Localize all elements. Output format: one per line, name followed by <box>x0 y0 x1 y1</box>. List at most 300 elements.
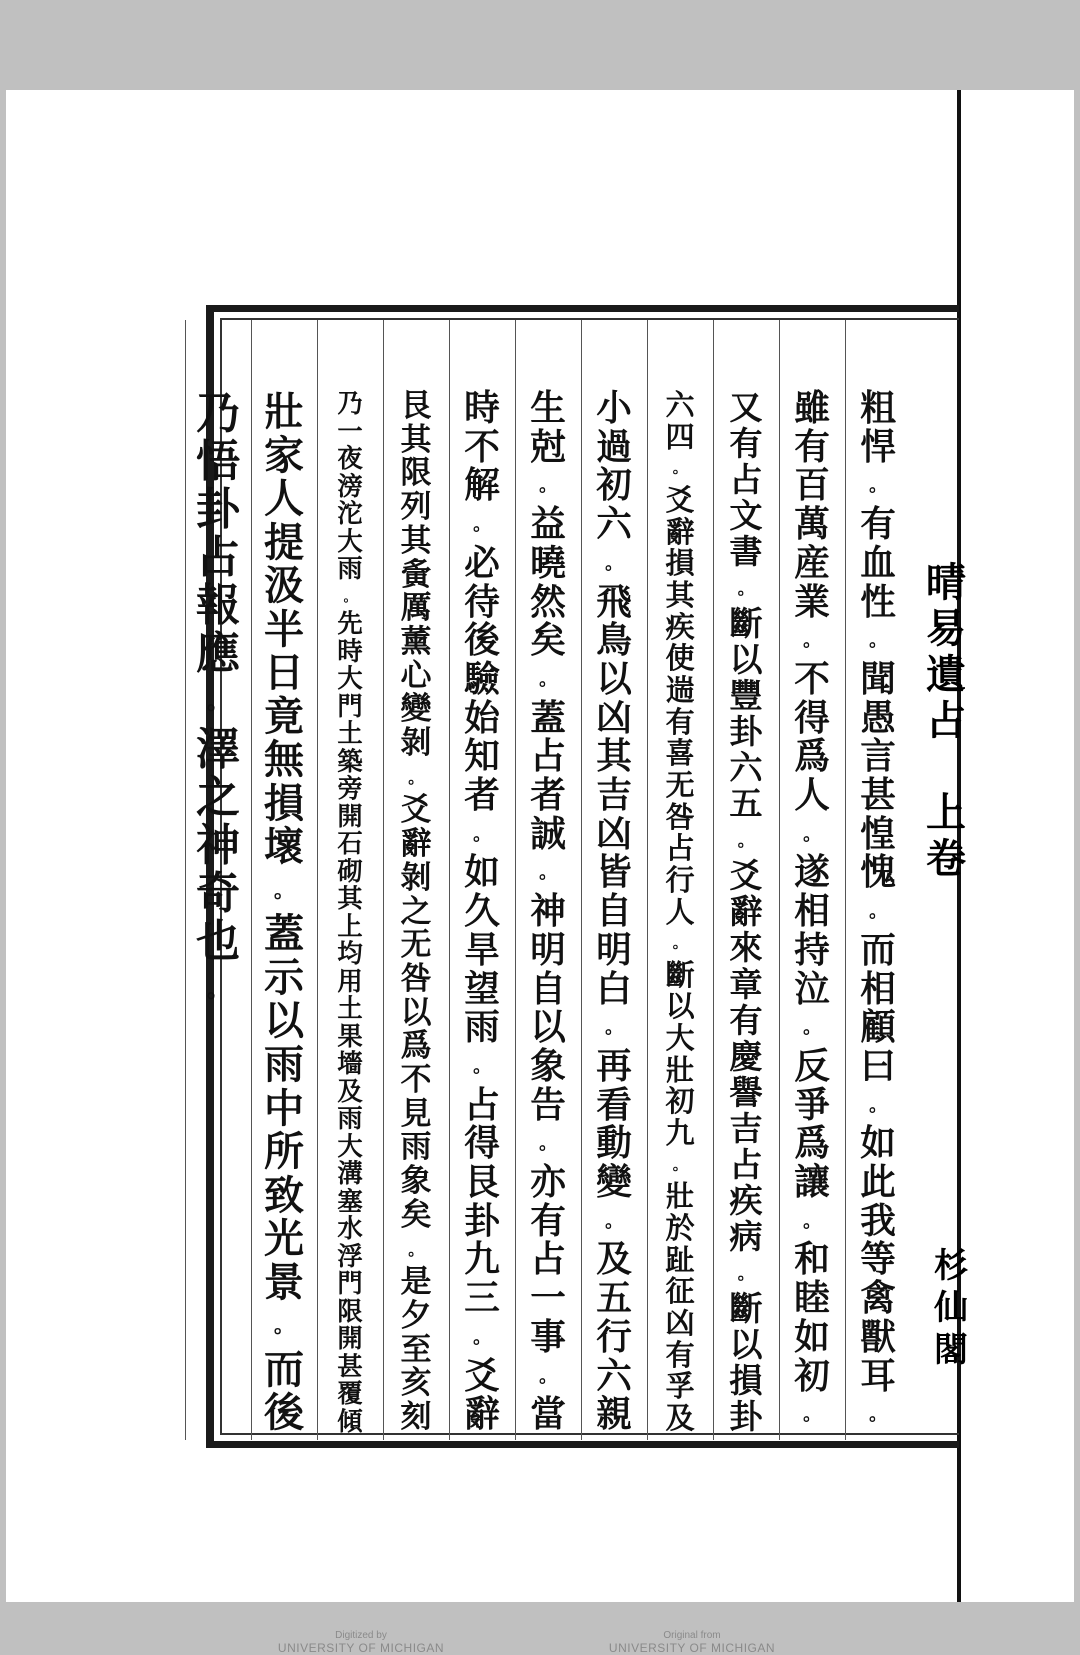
column-char: 讓 <box>794 1162 830 1204</box>
column-char: 益 <box>530 504 566 546</box>
column-char: 及 <box>337 1075 363 1106</box>
text-column <box>189 390 247 1014</box>
text-frame <box>206 305 959 1448</box>
column-char: 者 <box>464 775 500 817</box>
column-char: 而 <box>860 929 896 971</box>
column-char: 卦 <box>196 484 240 535</box>
column-char: 之 <box>400 893 432 930</box>
column-char: 門 <box>337 1268 363 1298</box>
column-char: 其 <box>400 421 432 458</box>
column-char: 又 <box>729 388 763 427</box>
column-char: 六 <box>665 388 695 422</box>
column-char: 明 <box>596 929 632 971</box>
column-char: 大 <box>665 1021 695 1056</box>
column-char: 聞 <box>860 658 896 700</box>
column-char: 再 <box>596 1045 632 1087</box>
column-char: 辭 <box>400 826 432 863</box>
punctuation-mark: 。 <box>737 578 755 599</box>
punctuation-mark: 。 <box>803 823 821 845</box>
column-char: 卦 <box>729 1396 763 1436</box>
column-char: 心 <box>400 657 432 694</box>
column-char: 血 <box>860 542 896 584</box>
column-char: 有 <box>794 426 830 468</box>
column-char: 均 <box>337 938 363 968</box>
column-char: 此 <box>860 1162 896 1204</box>
column-char: 疾 <box>665 609 695 644</box>
column-rule <box>383 320 384 1440</box>
column-char: 三 <box>464 1278 500 1320</box>
punctuation-mark: 。 <box>672 935 688 953</box>
column-char: 其 <box>400 522 432 559</box>
column-char: 開 <box>337 800 363 831</box>
column-char: 墻 <box>337 1048 363 1078</box>
column-char: 九 <box>665 1116 695 1151</box>
text-column <box>387 390 445 1435</box>
column-char: 壯 <box>263 388 305 435</box>
column-char: 象 <box>400 1163 432 1200</box>
column-char: 艮 <box>464 1162 500 1204</box>
column-char: 无 <box>665 767 695 802</box>
column-char: 薰 <box>400 623 432 660</box>
column-char: 變 <box>400 691 432 728</box>
title-char: 卷 <box>926 835 966 882</box>
column-char: 等 <box>860 1239 896 1281</box>
column-char: 厲 <box>400 590 432 627</box>
column-char: 必 <box>464 542 500 584</box>
column-char: 無 <box>263 736 305 784</box>
column-rule <box>449 320 450 1440</box>
column-rule <box>845 320 846 1440</box>
column-char: 豐 <box>729 676 763 716</box>
column-char: 愧 <box>860 852 896 894</box>
column-char: 來 <box>729 928 763 968</box>
column-char: 水 <box>337 1213 363 1243</box>
text-column <box>651 390 709 1435</box>
punctuation-mark: 。 <box>343 588 357 604</box>
punctuation-mark: 。 <box>803 1017 821 1039</box>
column-char: 占 <box>196 532 240 583</box>
column-char: 過 <box>596 426 632 468</box>
column-char: 業 <box>794 581 830 623</box>
column-char: 性 <box>860 581 896 623</box>
column-char: 疾 <box>729 1180 763 1220</box>
column-char: 尅 <box>530 426 566 468</box>
column-char: 望 <box>464 968 500 1010</box>
punctuation-mark: 。 <box>206 689 229 715</box>
column-char: 時 <box>337 635 363 666</box>
column-char: 雨 <box>263 1040 305 1088</box>
footer-original-label: Original from <box>663 1630 721 1641</box>
column-char: 生 <box>530 388 566 429</box>
column-char: 自 <box>530 968 566 1010</box>
column-char: 開 <box>337 1323 363 1353</box>
column-char: 行 <box>665 862 695 897</box>
column-char: 爻 <box>665 482 695 517</box>
footer-digitized-label: Digitized by <box>335 1630 387 1641</box>
column-char: 有 <box>665 1337 695 1372</box>
column-char: 獸 <box>860 1316 896 1358</box>
column-char: 初 <box>596 465 632 507</box>
column-char: 爲 <box>400 1028 432 1065</box>
column-char: 卦 <box>729 712 763 752</box>
column-char: 以 <box>665 989 695 1024</box>
column-char: 而 <box>263 1345 305 1393</box>
column-rule <box>251 320 252 1440</box>
column-char: 如 <box>464 852 500 894</box>
text-column <box>519 390 577 1435</box>
column-char: 顧 <box>860 1007 896 1049</box>
column-char: 蓋 <box>263 910 305 958</box>
column-char: 飛 <box>596 581 632 623</box>
footer-digitized <box>261 1630 461 1655</box>
column-char: 使 <box>665 641 695 676</box>
column-char: 遂 <box>794 852 830 894</box>
punctuation-mark: 。 <box>408 767 424 787</box>
column-char: 咎 <box>665 799 695 834</box>
column-char: 解 <box>464 465 500 507</box>
punctuation-mark: 。 <box>605 552 623 574</box>
column-char: 亦 <box>530 1162 566 1204</box>
column-char: 百 <box>794 465 830 507</box>
column-char: 土 <box>337 993 363 1023</box>
column-char: 後 <box>464 620 500 662</box>
column-char: 爲 <box>794 1123 830 1165</box>
column-char: 如 <box>794 1316 830 1358</box>
column-char: 以 <box>530 1007 566 1049</box>
column-char: 告 <box>530 1084 566 1126</box>
column-char: 景 <box>263 1258 305 1306</box>
column-char: 大 <box>337 663 363 693</box>
column-char: 汲 <box>263 562 305 610</box>
column-char: 一 <box>337 415 363 446</box>
footer-digitized-source: UNIVERSITY OF MICHIGAN <box>277 1641 445 1655</box>
text-column <box>255 390 313 1435</box>
column-char: 我 <box>860 1200 896 1242</box>
column-char: 如 <box>860 1123 896 1165</box>
column-char: 睦 <box>794 1278 830 1320</box>
column-char: 損 <box>665 546 695 581</box>
punctuation-mark: 。 <box>869 475 887 497</box>
column-char: 凶 <box>596 697 632 739</box>
column-char: 其 <box>596 736 632 778</box>
column-char: 六 <box>729 748 763 788</box>
text-column <box>783 390 841 1435</box>
column-char: 變 <box>596 1162 632 1204</box>
column-char: 有 <box>729 424 763 464</box>
column-char: 蓋 <box>530 697 566 739</box>
column-char: 得 <box>794 697 830 739</box>
column-char: 有 <box>530 1200 566 1242</box>
column-char: 辭 <box>665 514 695 549</box>
column-char: 致 <box>263 1171 305 1219</box>
column-char: 章 <box>729 964 763 1004</box>
column-char: 乃 <box>337 388 363 418</box>
column-char: 爻 <box>400 792 432 829</box>
column-rule <box>317 320 318 1440</box>
column-char: 人 <box>665 894 695 929</box>
column-char: 門 <box>337 690 363 721</box>
column-char: 和 <box>794 1239 830 1281</box>
column-char: 悍 <box>860 426 896 468</box>
footer-original <box>592 1630 792 1655</box>
column-char: 象 <box>530 1045 566 1087</box>
column-char: 占 <box>665 831 695 866</box>
column-char: 旱 <box>464 929 500 971</box>
column-char: 限 <box>400 455 432 492</box>
column-char: 愚 <box>860 697 896 739</box>
column-char: 以 <box>596 658 632 700</box>
column-char: 時 <box>464 388 500 429</box>
column-char: 旁 <box>337 773 363 803</box>
column-char: 人 <box>794 775 830 817</box>
column-char: 咎 <box>400 960 432 997</box>
column-char: 六 <box>596 504 632 546</box>
scan-top-band <box>0 0 1080 90</box>
column-char: 光 <box>263 1215 305 1263</box>
column-char: 初 <box>794 1355 830 1397</box>
column-char: 果 <box>337 1020 363 1051</box>
column-char: 者 <box>530 775 566 817</box>
column-char: 驗 <box>464 658 500 700</box>
punctuation-mark: 。 <box>737 830 755 851</box>
column-char: 限 <box>337 1295 363 1326</box>
column-char: 奇 <box>196 868 240 919</box>
column-char: 滂 <box>337 470 363 501</box>
column-char: 文 <box>729 496 763 536</box>
column-char: 壞 <box>263 823 305 871</box>
column-char: 凶 <box>596 813 632 855</box>
author-char: 閣 <box>934 1330 968 1370</box>
column-char: 亥 <box>400 1365 432 1402</box>
column-char: 大 <box>337 525 363 556</box>
column-char: 親 <box>596 1394 632 1436</box>
column-char: 悟 <box>196 436 240 487</box>
punctuation-mark: 。 <box>672 460 688 478</box>
column-char: 書 <box>729 532 763 572</box>
title-char: 占 <box>926 697 966 744</box>
column-char: 以 <box>400 994 432 1031</box>
column-char: 壯 <box>665 1179 695 1214</box>
column-char: 報 <box>196 580 240 631</box>
column-char: 艮 <box>400 388 432 424</box>
column-char: 中 <box>263 1084 305 1132</box>
column-char: 慶 <box>729 1036 763 1076</box>
title-char: 晴 <box>926 559 966 606</box>
column-char: 无 <box>400 927 432 964</box>
column-char: 甚 <box>860 775 896 817</box>
column-char: 以 <box>729 1324 763 1364</box>
column-char: 四 <box>665 419 695 454</box>
column-char: 雨 <box>400 1129 432 1166</box>
column-char: 至 <box>400 1331 432 1368</box>
column-char: 有 <box>665 704 695 739</box>
column-char: 也 <box>196 916 240 967</box>
column-char: 趾 <box>665 1242 695 1277</box>
column-char: 吉 <box>596 775 632 817</box>
column-char: 夤 <box>400 556 432 593</box>
column-char: 占 <box>530 736 566 778</box>
column-char: 遄 <box>665 672 695 707</box>
column-char: 損 <box>263 779 305 827</box>
column-char: 凶 <box>665 1306 695 1341</box>
column-char: 辭 <box>729 892 763 932</box>
column-char: 其 <box>337 883 363 913</box>
column-char: 辭 <box>464 1394 500 1436</box>
column-char: 塞 <box>337 1185 363 1216</box>
punctuation-mark: 。 <box>539 668 557 690</box>
column-char: 甚 <box>337 1350 363 1381</box>
column-char: 先 <box>337 608 363 638</box>
text-column <box>717 390 775 1435</box>
column-char: 及 <box>596 1239 632 1281</box>
column-char: 孚 <box>665 1369 695 1404</box>
punctuation-mark: 。 <box>473 1055 491 1077</box>
column-char: 皆 <box>596 852 632 894</box>
column-char: 夕 <box>400 1297 432 1334</box>
column-char: 見 <box>400 1095 432 1132</box>
column-char: 事 <box>530 1316 566 1358</box>
column-char: 看 <box>596 1084 632 1126</box>
column-char: 斷 <box>729 604 763 644</box>
column-char: 九 <box>464 1239 500 1281</box>
column-char: 後 <box>263 1389 305 1437</box>
column-char: 明 <box>530 929 566 971</box>
column-char: 占 <box>729 1144 763 1184</box>
column-char: 泣 <box>794 968 830 1010</box>
punctuation-mark: 。 <box>273 1313 295 1338</box>
column-char: 傾 <box>337 1405 363 1436</box>
column-char: 之 <box>196 772 240 823</box>
punctuation-mark: 。 <box>803 630 821 652</box>
column-char: 壯 <box>665 1052 695 1087</box>
column-char: 有 <box>860 504 896 546</box>
column-rule <box>185 320 186 1440</box>
punctuation-mark: 。 <box>473 514 491 536</box>
column-char: 築 <box>337 745 363 776</box>
column-char: 病 <box>729 1216 763 1256</box>
punctuation-mark: 。 <box>473 823 491 845</box>
column-char: 應 <box>196 628 240 679</box>
column-char: 然 <box>530 581 566 623</box>
punctuation-mark: 。 <box>803 1210 821 1232</box>
punctuation-mark: 。 <box>539 1365 557 1387</box>
column-char: 不 <box>464 426 500 468</box>
column-char: 半 <box>263 605 305 653</box>
column-rule <box>581 320 582 1440</box>
column-char: 所 <box>263 1128 305 1176</box>
punctuation-mark: 。 <box>869 901 887 923</box>
column-char: 知 <box>464 736 500 778</box>
punctuation-mark: 。 <box>869 1404 887 1426</box>
column-char: 言 <box>860 736 896 778</box>
column-char: 占 <box>530 1239 566 1281</box>
column-char: 矣 <box>400 1196 432 1233</box>
column-char: 待 <box>464 581 500 623</box>
column-char: 用 <box>337 965 363 996</box>
column-char: 持 <box>794 929 830 971</box>
column-char: 耳 <box>860 1355 896 1397</box>
punctuation-mark: 。 <box>408 1239 424 1259</box>
column-char: 沱 <box>337 498 363 528</box>
column-char: 一 <box>530 1278 566 1320</box>
column-char: 神 <box>196 820 240 871</box>
column-char: 得 <box>464 1123 500 1165</box>
column-char: 神 <box>530 891 566 933</box>
column-char: 土 <box>337 718 363 748</box>
column-char: 覆 <box>337 1378 363 1408</box>
column-char: 家 <box>263 431 305 479</box>
punctuation-mark: 。 <box>473 1326 491 1348</box>
column-rule <box>515 320 516 1440</box>
column-char: 雨 <box>464 1007 500 1049</box>
column-char: 曰 <box>860 1045 896 1087</box>
column-char: 誠 <box>530 813 566 855</box>
column-char: 石 <box>337 828 363 858</box>
column-char: 禽 <box>860 1278 896 1320</box>
column-char: 斷 <box>665 957 695 992</box>
column-char: 不 <box>400 1062 432 1099</box>
punctuation-mark: 。 <box>737 1262 755 1283</box>
column-char: 惶 <box>860 813 896 855</box>
punctuation-mark: 。 <box>206 977 229 1003</box>
author-name <box>934 1245 968 1371</box>
column-char: 始 <box>464 697 500 739</box>
column-char: 示 <box>263 953 305 1001</box>
column-char: 初 <box>665 1084 695 1119</box>
punctuation-mark: 。 <box>605 1017 623 1039</box>
column-char: 以 <box>263 997 305 1045</box>
column-char: 爲 <box>794 736 830 778</box>
column-char: 動 <box>596 1123 632 1165</box>
column-char: 白 <box>596 968 632 1010</box>
column-rule <box>647 320 648 1440</box>
column-char: 萬 <box>794 504 830 546</box>
text-column <box>321 390 379 1435</box>
column-char: 斷 <box>729 1288 763 1328</box>
text-column <box>849 390 907 1435</box>
column-char: 是 <box>400 1264 432 1301</box>
scanned-page <box>6 90 1074 1655</box>
punctuation-mark: 。 <box>539 862 557 884</box>
column-char: 列 <box>400 489 432 526</box>
column-char: 剝 <box>400 859 432 896</box>
punctuation-mark: 。 <box>869 630 887 652</box>
column-char: 行 <box>596 1316 632 1358</box>
column-char: 五 <box>596 1278 632 1320</box>
column-char: 人 <box>263 475 305 523</box>
column-char: 砌 <box>337 855 363 886</box>
column-char: 竟 <box>263 692 305 740</box>
column-char: 有 <box>729 1000 763 1040</box>
column-char: 反 <box>794 1045 830 1087</box>
punctuation-mark: 。 <box>605 1210 623 1232</box>
column-char: 日 <box>263 649 305 697</box>
column-char: 大 <box>337 1130 363 1161</box>
punctuation-mark: 。 <box>539 1133 557 1155</box>
title-char: 易 <box>926 605 966 652</box>
punctuation-mark: 。 <box>869 1094 887 1116</box>
column-char: 上 <box>337 910 363 941</box>
punctuation-mark: 。 <box>273 877 295 902</box>
punctuation-mark: 。 <box>539 475 557 497</box>
column-char: 溝 <box>337 1158 363 1188</box>
column-char: 損 <box>729 1360 763 1400</box>
column-char: 占 <box>729 460 763 500</box>
column-char: 譽 <box>729 1072 763 1112</box>
column-char: 卦 <box>464 1200 500 1242</box>
column-char: 矣 <box>530 620 566 662</box>
column-char: 剝 <box>400 725 432 762</box>
